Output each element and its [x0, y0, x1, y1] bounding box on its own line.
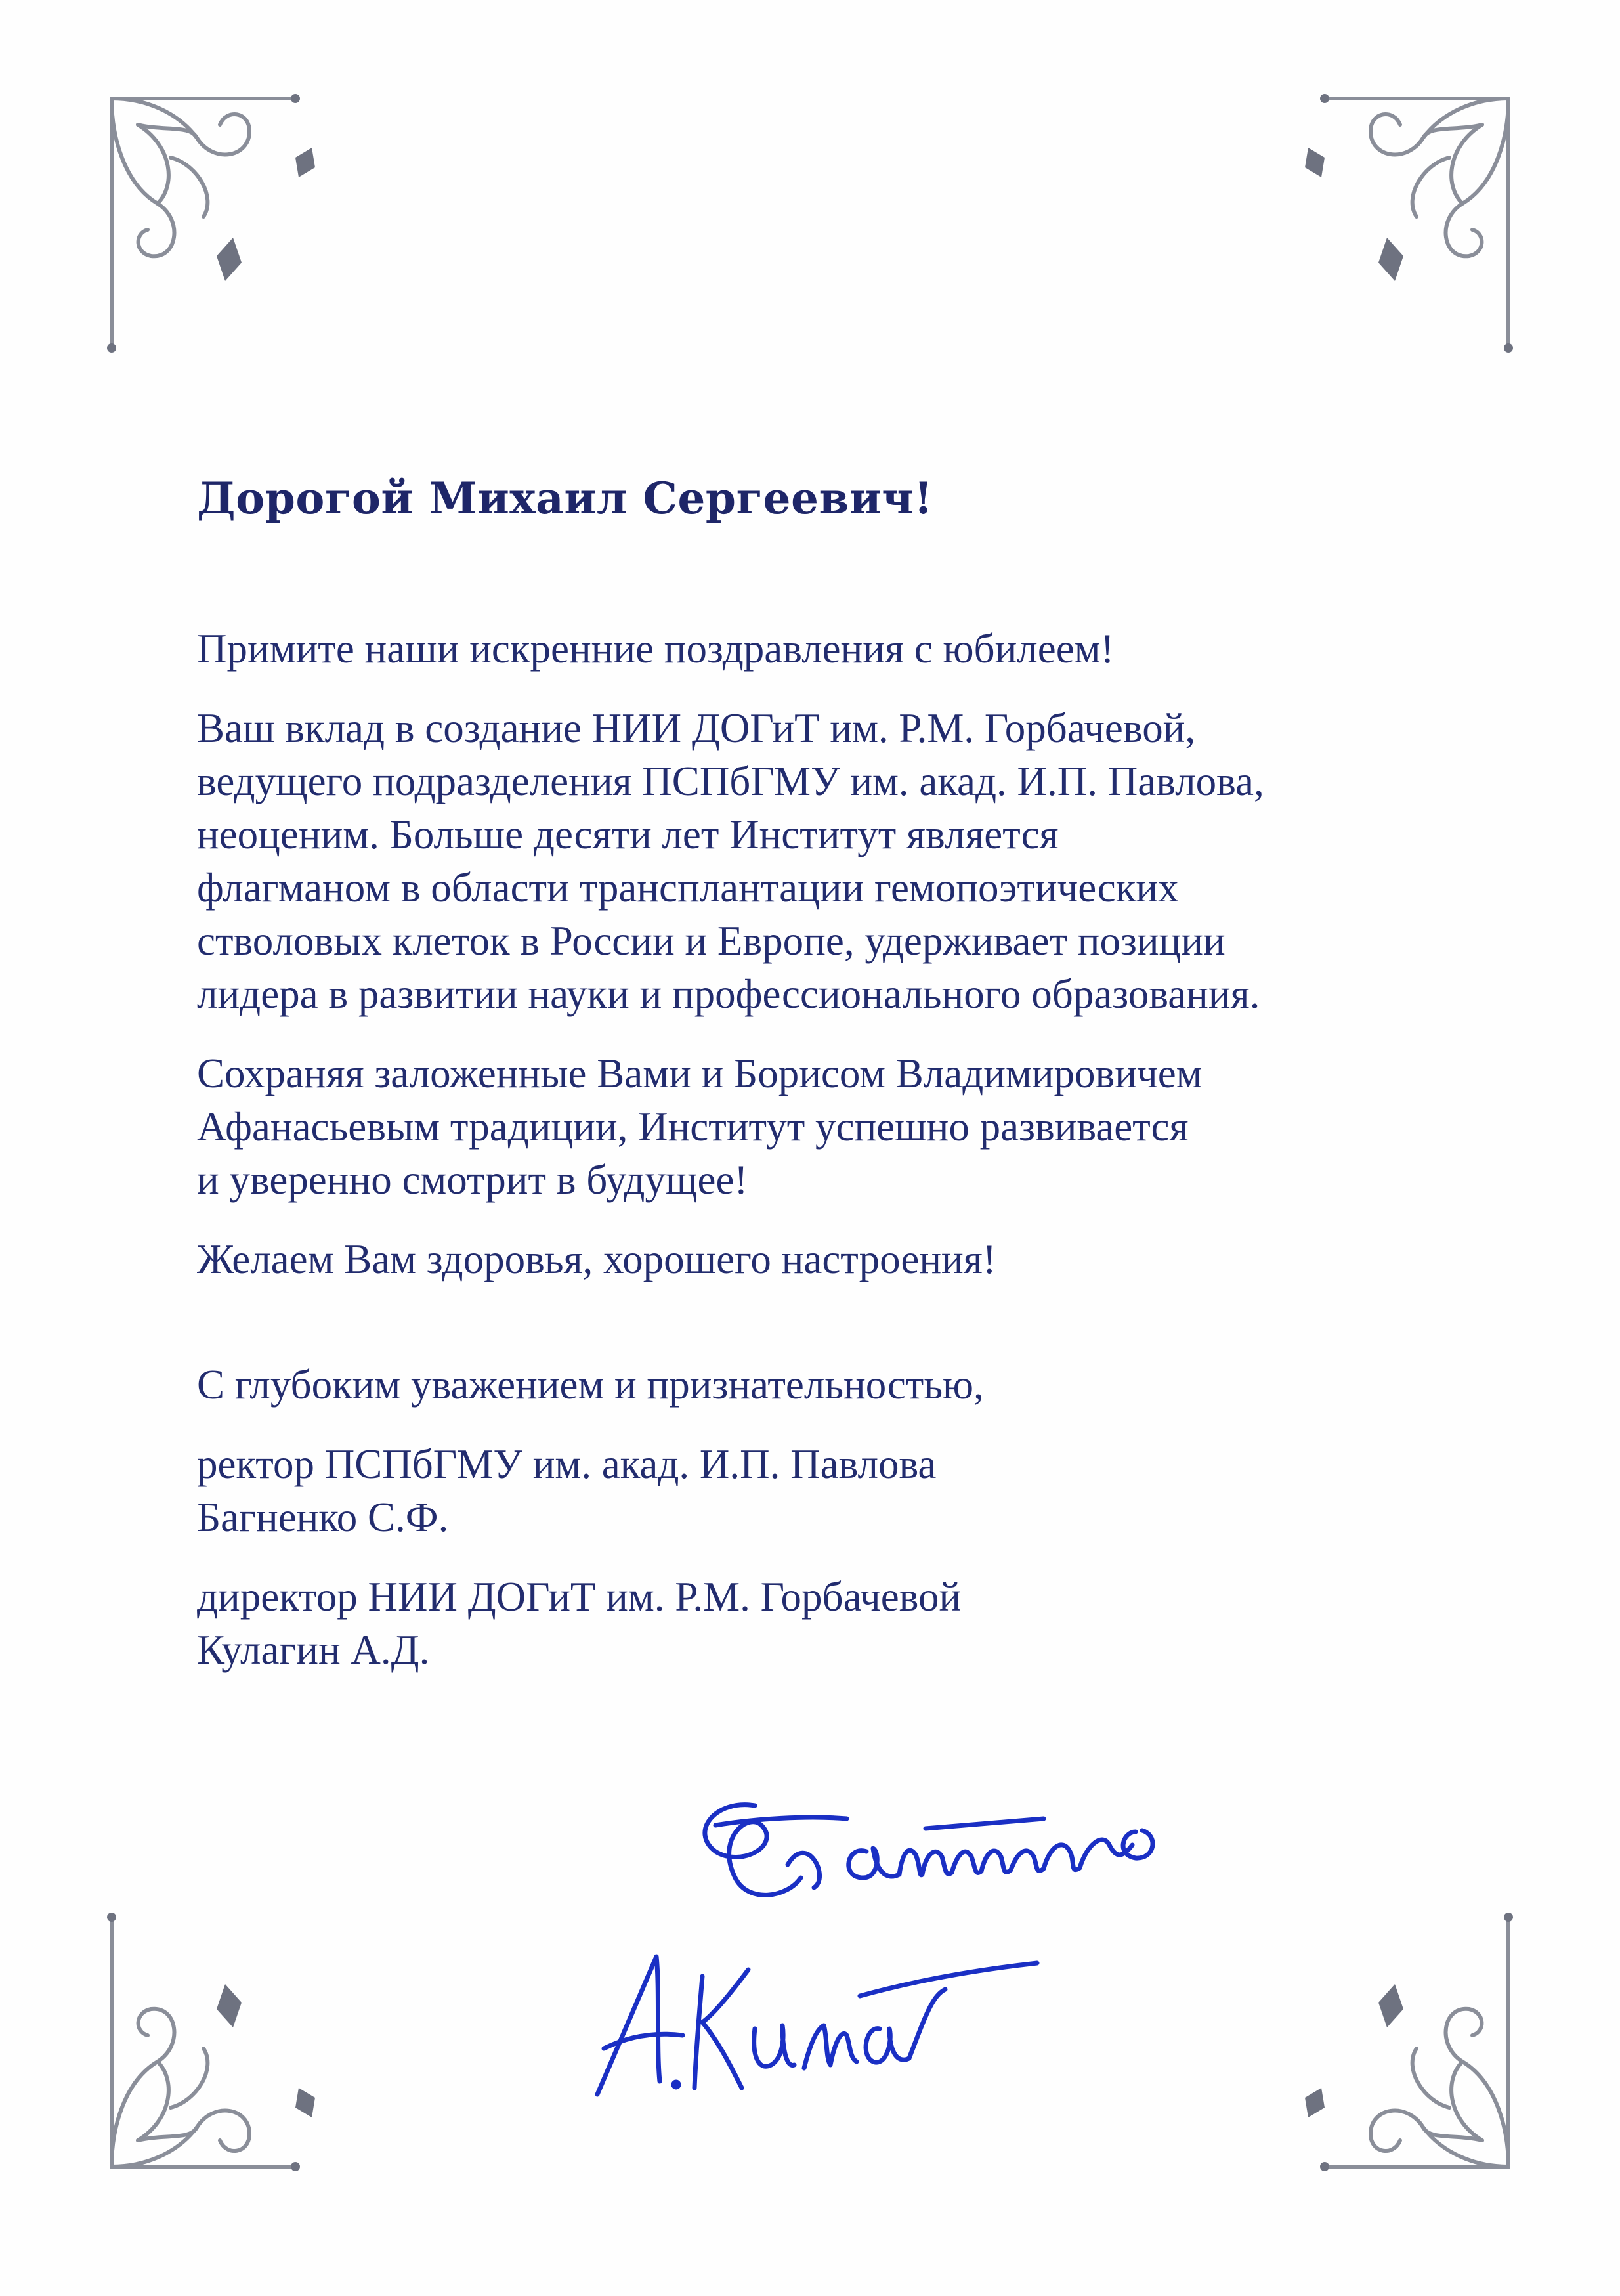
handwritten-signature-icon: [578, 1917, 1050, 2114]
corner-ornament-icon: [1279, 85, 1522, 361]
corner-ornament-icon: [1279, 1904, 1522, 2180]
signer-rector: ректор ПСПбГМУ им. акад. И.П. Павлова Багненко С.Ф.: [197, 1441, 937, 1540]
corner-ornament-icon: [98, 1904, 341, 2180]
signer-director: директор НИИ ДОГиТ им. Р.М. Горбачевой Кулагин А.Д.: [197, 1574, 962, 1673]
letter-paragraph: Сохраняя заложенные Вами и Борисом Владимировичем Афанасьевым традиции, Институт успешно развивается и уверенно смотрит в будущее!: [197, 1051, 1203, 1203]
handwritten-signature-icon: [676, 1746, 1214, 1917]
letter-body: [197, 473, 1477, 1703]
letter-closing: С глубоким уважением и признательностью,: [197, 1362, 984, 1408]
letter-paragraph: Желаем Вам здоровья, хорошего настроения!: [197, 1236, 996, 1282]
letter-greeting: Дорогой Михаил Сергеевич!: [197, 473, 933, 524]
corner-ornament-icon: [98, 85, 341, 361]
letter-paragraph: Ваш вклад в создание НИИ ДОГиТ им. Р.М. Горбачевой, ведущего подразделения ПСПбГМУ им. акад. И.П. Павлова, неоценим. Больше десяти лет Институт является флагманом в области трансплантации гемопоэтических стволовых клеток в России и Европе, удерживает позиции лидера в развитии науки и профессионального образования.: [197, 705, 1264, 1017]
letter-paragraph: Примите наши искренние поздравления с юбилеем!: [197, 626, 1115, 672]
